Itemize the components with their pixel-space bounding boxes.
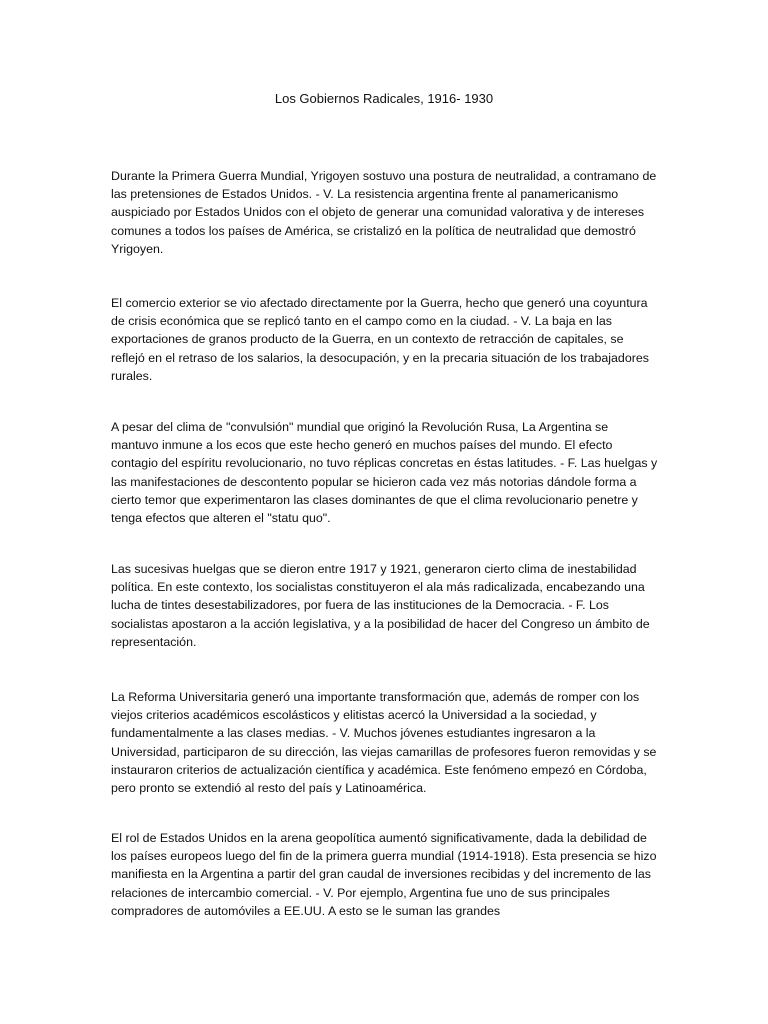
- paragraph-revolucion-rusa: A pesar del clima de "convulsión" mundial que originó la Revolución Rusa, La Argentina se mantuvo inmune a los ecos que este hecho generó en muchos países del mundo. El efecto contagio del espíritu revolucionario, no tuvo réplicas concretas en éstas latitudes. - F. Las huelgas y las manifestaciones de descontento popular se hicieron cada vez más notorias dándole forma a cierto temor que experimentaron las clases dominantes de que el clima revolucionario penetre y tenga efectos que alteren el "statu quo".: [111, 420, 658, 526]
- paragraph-reforma-universitaria: La Reforma Universitaria generó una importante transformación que, además de romper con los viejos criterios académicos escolásticos y elitistas acercó la Universidad a la sociedad, y fundamentalmente a las clases medias. - V. Muchos jóvenes estudiantes ingresaron a la Universidad, participaron de su dirección, las viejas camarillas de profesores fueron removidas y se instauraron criterios de actualización científica y académica. Este fenómeno empezó en Córdoba, pero pronto se extendió al resto del país y Latinoamérica.: [111, 690, 657, 796]
- paragraph-estados-unidos: El rol de Estados Unidos en la arena geopolítica aumentó significativamente, dada la debilidad de los países europeos luego del fin de la primera guerra mundial (1914-1918). Esta presencia se hizo manifiesta en la Argentina a partir del gran caudal de inversiones recibidas y del incremento de las relaciones de intercambio comercial. - V. Por ejemplo, Argentina fue uno de sus principales compradores de automóviles a EE.UU. A esto se le suman las grandes: [111, 831, 657, 918]
- paragraph-huelgas: Las sucesivas huelgas que se dieron entre 1917 y 1921, generaron cierto clima de inestabilidad política. En este contexto, los socialistas constituyeron el ala más radicalizada, encabezando una lucha de tintes desestabilizadores, por fuera de las instituciones de la Democracia. - F. Los socialistas apostaron a la acción legislativa, y a la posibilidad de hacer del Congreso un ámbito de representación.: [111, 562, 650, 649]
- paragraph-neutralidad: Durante la Primera Guerra Mundial, Yrigoyen sostuvo una postura de neutralidad, a contramano de las pretensiones de Estados Unidos. - V. La resistencia argentina frente al panamericanismo auspiciado por Estados Unidos con el objeto de generar una comunidad valorativa y de intereses comunes a todos los países de América, se cristalizó en la política de neutralidad que demostró Yrigoyen.: [111, 169, 657, 256]
- paragraph-comercio-exterior: El comercio exterior se vio afectado directamente por la Guerra, hecho que generó una coyuntura de crisis económica que se replicó tanto en el campo como en la ciudad. - V. La baja en las exportaciones de granos producto de la Guerra, en un contexto de retracción de capitales, se reflejó en el retraso de los salarios, la desocupación, y en la precaria situación de los trabajadores rurales.: [111, 296, 649, 383]
- document-title: Los Gobiernos Radicales, 1916- 1930: [274, 91, 494, 106]
